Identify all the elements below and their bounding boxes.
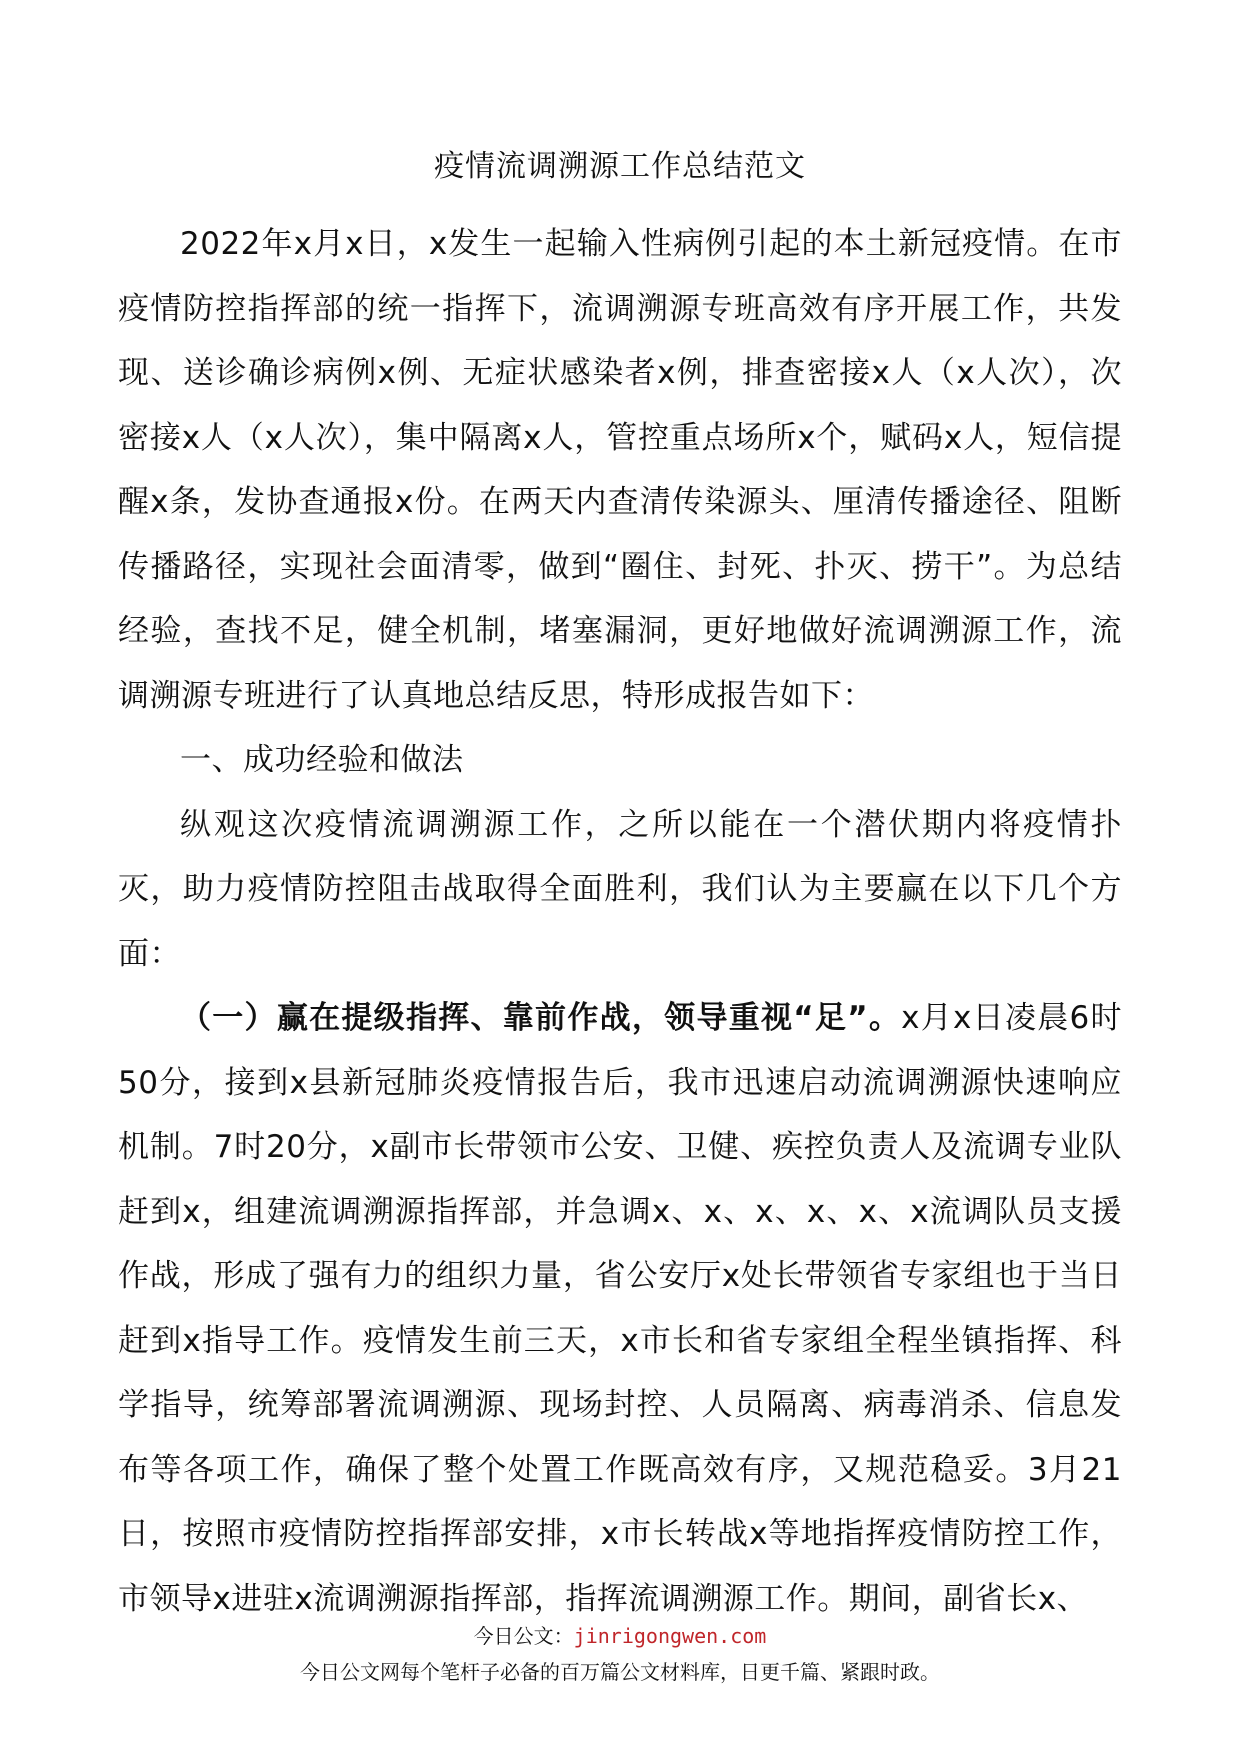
- footer-tagline: 今日公文网每个笔杆子必备的百万篇公文材料库，日更千篇、紧跟时政。: [300, 1660, 940, 1684]
- section-heading-1: 一、成功经验和做法: [180, 742, 464, 778]
- document-body: [118, 212, 1122, 1631]
- paragraph-intro: 2022年x月x日，x发生一起输入性病例引起的本土新冠疫情。在市疫情防控指挥部的统一指挥下，流调溯源专班高效有序开展工作，共发现、送诊确诊病例x例、无症状感染者x例，排查密接x人（x人次），次密接x人（x人次），集中隔离x人，管控重点场所x个，赋码x人，短信提醒x条，发协查通报x份。在两天内查清传染源头、厘清传播途径、阻断传播路径，实现社会面清零，做到“圈住、封死、扑灭、捞干”。为总结经验，查找不足，健全机制，堵塞漏洞，更好地做好流调溯源工作，流调溯源专班进行了认真地总结反思，特形成报告如下：: [118, 226, 1122, 714]
- subsection-heading-1: （一）赢在提级指挥、靠前作战，领导重视“足”。: [180, 1000, 902, 1036]
- subsection-1-text: x月x日凌晨6时50分，接到x县新冠肺炎疫情报告后，我市迅速启动流调溯源快速响应机制。7时20分，x副市长带领市公安、卫健、疾控负责人及流调专业队赶到x，组建流调溯源指挥部，并急调x、x、x、x、x、x流调队员支援作战，形成了强有力的组织力量，省公安厅x处长带领省专家组也于当日赶到x指导工作。疫情发生前三天，x市长和省专家组全程坐镇指挥、科学指导，统筹部署流调溯源、现场封控、人员隔离、病毒消杀、信息发布等各项工作，确保了整个处置工作既高效有序，又规范稳妥。3月21日，按照市疫情防控指挥部安排，x市长转战x等地指挥疫情防控工作，市领导x进驻x流调溯源指挥部，指挥流调溯源工作。期间，副省长x、: [118, 1000, 1122, 1617]
- paragraph-subsection-1: [118, 986, 1122, 1631]
- document-title: 疫情流调溯源工作总结范文: [434, 149, 806, 184]
- paragraph-overview: 纵观这次疫情流调溯源工作，之所以能在一个潜伏期内将疫情扑灭，助力疫情防控阻击战取得全面胜利，我们认为主要赢在以下几个方面：: [118, 806, 1122, 972]
- footer-site-line: [0, 1618, 1240, 1654]
- footer-site-label: 今日公文：: [473, 1624, 574, 1648]
- page-footer: [0, 1618, 1240, 1690]
- footer-site-link[interactable]: jinrigongwen.com: [573, 1624, 767, 1648]
